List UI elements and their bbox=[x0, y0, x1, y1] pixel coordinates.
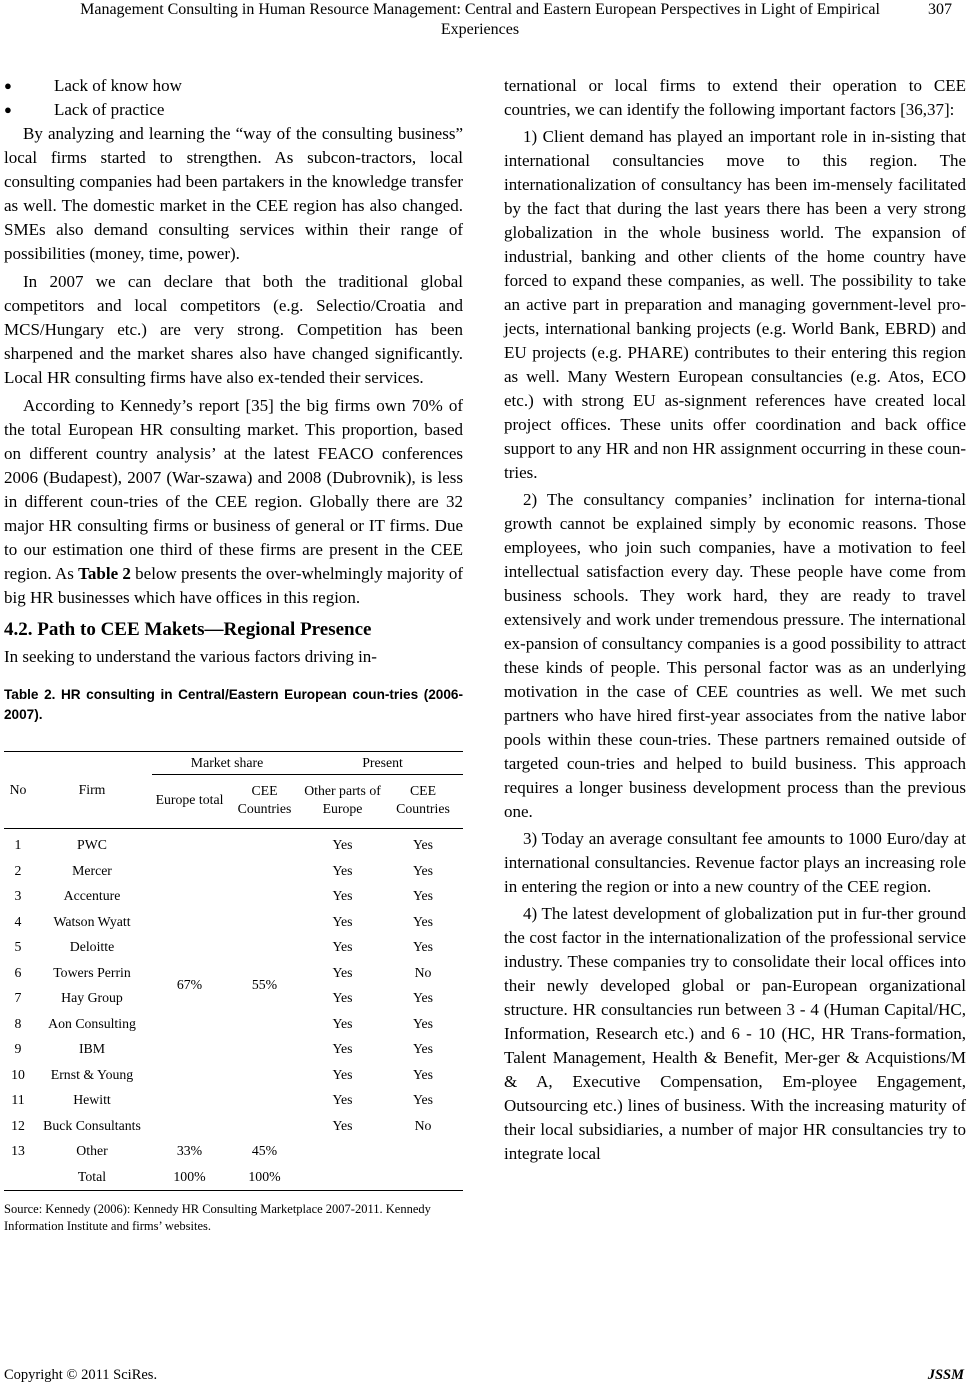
cell-other-parts: Yes bbox=[332, 964, 353, 980]
cell-other-parts: Yes bbox=[332, 1015, 353, 1031]
cell-europe-share: 33% bbox=[176, 1143, 203, 1159]
bullet-item bbox=[4, 98, 463, 122]
cell-cee-share: 100% bbox=[227, 1164, 302, 1190]
cell-cee: No bbox=[414, 964, 432, 980]
cell-cee: Yes bbox=[412, 913, 434, 929]
column-header-other-parts: Other parts of Europe bbox=[302, 775, 383, 829]
cell-other-parts: Yes bbox=[332, 862, 353, 878]
cell-cee: No bbox=[414, 1117, 432, 1133]
cell-cee: Yes bbox=[412, 1041, 434, 1057]
cell-cee: Yes bbox=[412, 990, 434, 1006]
column-header-no: No bbox=[4, 752, 32, 829]
body-paragraph: 3) Today an average consultant fee amounts to 1000 Euro/day at international consultancies. Revenue factor plays an increasing role in entering the region or into a new country of the CEE region. bbox=[504, 829, 966, 896]
table-row-other bbox=[4, 1139, 463, 1165]
bullet-icon: ● bbox=[4, 102, 12, 117]
cell-cee: Yes bbox=[412, 1066, 434, 1082]
cell-other-parts: Yes bbox=[332, 836, 353, 852]
cell-cee-share: 45% bbox=[251, 1143, 278, 1159]
bullet-item bbox=[4, 74, 463, 98]
cell-firm: IBM bbox=[78, 1041, 106, 1057]
page-number: 307 bbox=[928, 1, 952, 18]
cell-no: 10 bbox=[11, 1066, 25, 1082]
column-header-cee-present: CEE Countries bbox=[383, 775, 463, 829]
section-heading: 4.2. Path to CEE Makets―Regional Presence bbox=[4, 619, 372, 640]
cell-no: 9 bbox=[14, 1041, 22, 1057]
column-header-firm: Firm bbox=[32, 752, 152, 829]
cell-no: 7 bbox=[14, 990, 22, 1006]
table-reference: Table 2 bbox=[78, 564, 131, 583]
cell-firm: Aon Consulting bbox=[48, 1015, 136, 1031]
cell-other-parts: Yes bbox=[332, 913, 353, 929]
cell-other-parts: Yes bbox=[332, 1041, 353, 1057]
cell-other-parts: Yes bbox=[332, 888, 353, 904]
cell-cee: Yes bbox=[412, 888, 434, 904]
body-paragraph: ternational or local firms to extend their operation to CEE countries, we can identify the following important factors [36,37]: bbox=[504, 76, 966, 119]
cell-firm: Hay Group bbox=[61, 990, 123, 1006]
cell-cee: Yes bbox=[412, 862, 434, 878]
cell-firm: Towers Perrin bbox=[53, 964, 131, 980]
cell-no: 8 bbox=[14, 1015, 22, 1031]
right-column bbox=[504, 74, 966, 1166]
cell-firm: Other bbox=[76, 1143, 108, 1159]
running-title: Management Consulting in Human Resource Management: Central and Eastern European Perspectives in Light of Empirical Experiences bbox=[80, 1, 880, 38]
table-caption: Table 2. HR consulting in Central/Eastern European coun-tries (2006-2007). bbox=[4, 687, 463, 722]
cell-firm: Buck Consultants bbox=[43, 1117, 141, 1133]
cell-other-parts: Yes bbox=[332, 990, 353, 1006]
column-header-europe-total: Europe total bbox=[152, 775, 227, 829]
cell-europe-share: 100% bbox=[152, 1164, 227, 1190]
cell-no: 13 bbox=[11, 1143, 25, 1159]
cell-cee: Yes bbox=[412, 1015, 434, 1031]
body-paragraph: In seeking to understand the various factors driving in- bbox=[4, 647, 377, 666]
merged-cee-share: 55% bbox=[251, 976, 278, 992]
bullet-icon: ● bbox=[4, 78, 12, 93]
cell-firm: Watson Wyatt bbox=[53, 913, 131, 929]
body-paragraph: 4) The latest development of globalization put in fur-ther ground the cost factor in the internationalization of the professional service industry. These companies try to consolidate their local offices into their newly developed global or pan-European organizational structure. HR consultancies run between 3 - 4 (Human Capital/HC, Information, Research etc.) and 6 - 10 (HC, HR Trans-formation, Talent Management, Health & Benefit, Mer-ger & Acquistions/M & A, Executive Compensation, Em-ployee Engagement, Outsourcing etc.) lines of business. With the increasing maturity of their local subsidiaries, a number of major HR consultancies try to integrate local bbox=[504, 904, 966, 1163]
cell-cee: Yes bbox=[412, 939, 434, 955]
body-paragraph bbox=[4, 394, 463, 610]
cell-other-parts: Yes bbox=[332, 939, 353, 955]
table-row bbox=[4, 829, 463, 859]
body-paragraph: 2) The consultancy companies’ inclination for interna-tional growth cannot be explained simply by economic reasons. Those employees, who join such companies, have a motivation to feel intellectual satisfaction every day. These people have come from business schools. They work hard, they are ready to travel extensively and work under tremendous pressure. The international ex-pansion of consultancy companies is a good possibility to attract these kinds of people. This personal factor was as an underlying motivation in the case of CEE countries as well. We met such partners who have hired first-year associates from the native labor pools within these coun-tries. These partners remained outside of targeted coun-tries and helped to build business. This approach requires a longer business development process than the previous one. bbox=[504, 490, 966, 821]
cell-firm: Hewitt bbox=[73, 1092, 111, 1108]
cell-firm: Accenture bbox=[63, 888, 121, 904]
bullet-text: Lack of know how bbox=[54, 76, 182, 95]
cell-other-parts: Yes bbox=[332, 1092, 353, 1108]
column-header-cee-countries: CEE Countries bbox=[227, 775, 302, 829]
hr-consulting-table bbox=[4, 751, 463, 1191]
cell-cee: Yes bbox=[412, 1092, 434, 1108]
cell-no: 12 bbox=[11, 1117, 25, 1133]
cell-no: 1 bbox=[14, 836, 22, 852]
cell-other-parts: Yes bbox=[332, 1066, 353, 1082]
cell-other-parts: Yes bbox=[332, 1117, 353, 1133]
paragraph-text: below presents the over-whelmingly majority of big HR businesses which have offices in this region. bbox=[4, 564, 463, 607]
body-paragraph: 1) Client demand has played an important role in in-sisting that international consultancies move to this region. The internationalization of consultancy has been im-mensely facilitated by the fact that during the last years there has been a very strong globalization in the whole business world. The expansion of industrial, banking and other clients of the home country have forced to expand these companies, as well. The possibility to take an active part in preparation and managing government-level pro-jects, international banking projects (e.g. World Bank, EBRD) and EU projects (e.g. PHARE) contributes to their entering this region as well. Many Western European consultancies (e.g. Atos, ECO etc.) with strong EU as-signment references have created local project offices. These units offer coordination and back office support to any HR and non HR assignment occurring in these coun-tries. bbox=[504, 127, 966, 482]
cell-firm: PWC bbox=[77, 836, 107, 852]
body-paragraph: By analyzing and learning the “way of the consulting business” local firms started to strengthen. As subcon-tractors, local consulting companies had been partakers in the knowledge transfer as well. The domestic market in the CEE region has also changed. SMEs also demand consulting services within their range of possibilities (money, time, power). bbox=[4, 124, 463, 263]
cell-no: 11 bbox=[11, 1092, 25, 1108]
cell-firm: Total bbox=[32, 1164, 152, 1190]
cell-no: 6 bbox=[14, 964, 22, 980]
paragraph-text: According to Kennedy’s report [35] the big firms own 70% of the total European HR consulting market. This proportion, based on different country analysis’ at the latest FEACO conferences 2006 (Budapest), 2007 (War-szawa) and 2008 (Dubrovnik), is less in different coun-tries of the CEE region. Globally there are 32 major HR consulting firms or business of general or IT firms. Due to our estimation one third of these firms are present in the CEE region. As bbox=[4, 396, 463, 583]
cell-no: 4 bbox=[14, 913, 22, 929]
merged-europe-share: 67% bbox=[176, 976, 203, 992]
cell-firm: Mercer bbox=[72, 862, 112, 878]
copyright-footer: Copyright © 2011 SciRes. bbox=[4, 1367, 158, 1383]
table-row-total bbox=[4, 1164, 463, 1190]
cell-firm: Ernst & Young bbox=[50, 1066, 134, 1082]
body-paragraph: In 2007 we can declare that both the traditional global competitors and local competitors (e.g. Selectio/Croatia and MCS/Hungary etc.) are very strong. Competition has been sharpened and the market shares also have changed significantly. Local HR consulting firms have also ex-tended their services. bbox=[4, 272, 463, 387]
group-header-market-share: Market share bbox=[152, 752, 302, 775]
left-column bbox=[4, 74, 463, 1235]
group-header-present: Present bbox=[302, 752, 463, 775]
table-source-note: Source: Kennedy (2006): Kennedy HR Consulting Marketplace 2007-2011. Kennedy Information Institute and firms’ websites. bbox=[4, 1201, 431, 1233]
cell-no: 2 bbox=[14, 862, 22, 878]
cell-firm: Deloitte bbox=[69, 939, 115, 955]
cell-no: 3 bbox=[14, 888, 22, 904]
cell-no: 5 bbox=[14, 939, 22, 955]
cell-cee: Yes bbox=[412, 836, 434, 852]
journal-footer: JSSM bbox=[927, 1367, 964, 1383]
bullet-text: Lack of practice bbox=[54, 100, 165, 119]
